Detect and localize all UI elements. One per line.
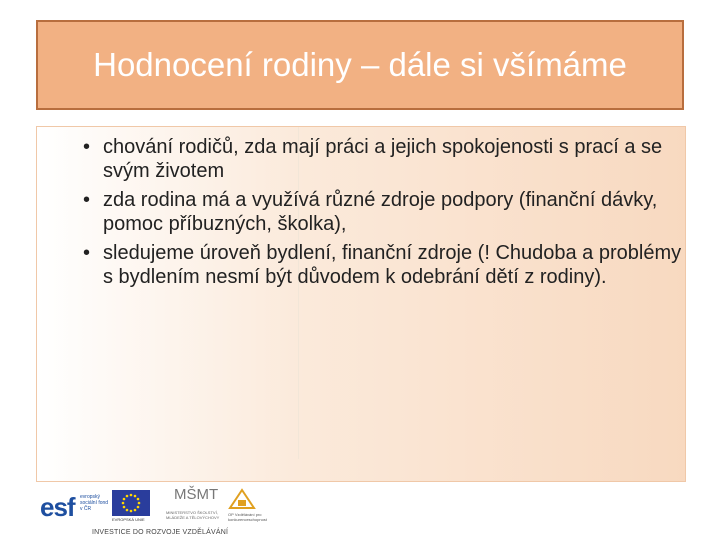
msmt-logo-text: MINISTERSTVO ŠKOLSTVÍ, MLÁDEŽE A TĚLOVÝCHOVY [166, 510, 220, 520]
msmt-logo [166, 486, 226, 526]
eu-flag-icon [112, 490, 150, 516]
bullet-item [83, 241, 693, 289]
bullet-icon: • [83, 242, 91, 264]
bullet-icon: • [83, 189, 91, 211]
bullet-text: chování rodičů, zda mají práci a jejich spokojenosti s prací a se svým životem [103, 136, 663, 182]
esf-logo-text: evropský sociální fond v ČR [80, 494, 109, 512]
slide-content-box [36, 126, 686, 482]
op-logo-text: OP Vzdělávání pro konkurenceschopnost [228, 512, 267, 522]
eu-caption: EVROPSKÁ UNIE [112, 517, 145, 522]
bullet-item [83, 188, 693, 236]
bullet-text: sledujeme úroveň bydlení, finanční zdroje (! Chudoba a problémy s bydlením nesmí být důvodem k odebrání dětí z rodiny). [103, 242, 682, 288]
bullet-icon: • [83, 136, 91, 158]
op-logo-icon [228, 488, 256, 510]
bullet-list [83, 135, 693, 294]
msmt-logo-letters: MŠMT [174, 486, 219, 503]
footer-caption: INVESTICE DO ROZVOJE VZDĚLÁVÁNÍ [92, 529, 229, 536]
slide-title-box [36, 20, 684, 110]
esf-logo [40, 490, 109, 526]
bullet-text: zda rodina má a využívá různé zdroje podpory (finanční dávky, pomoc příbuzných, školka), [103, 189, 658, 235]
funding-logos-footer [40, 486, 360, 538]
op-vk-logo [228, 488, 268, 522]
esf-logo-letters: esf [40, 492, 75, 522]
slide-title: Hodnocení rodiny – dále si všímáme [93, 46, 627, 83]
eu-stars-icon [112, 490, 150, 516]
bullet-item [83, 135, 693, 183]
